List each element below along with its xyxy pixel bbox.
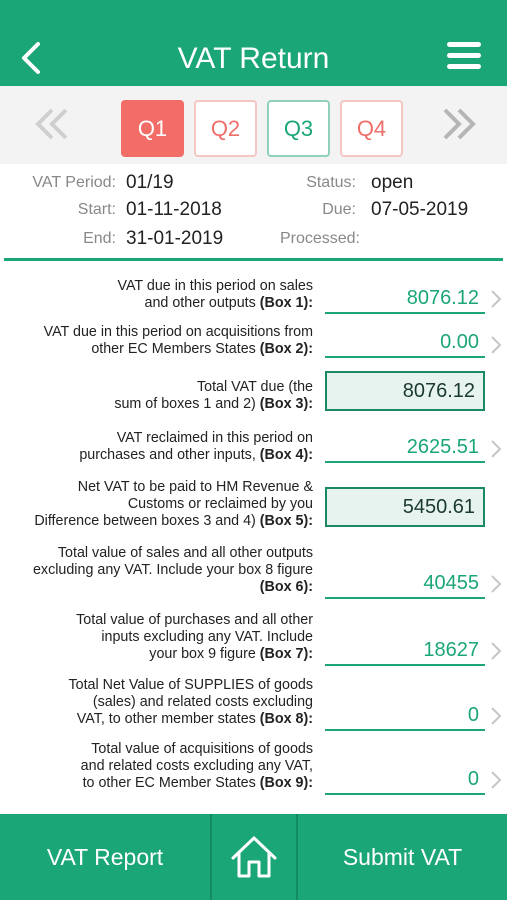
- tab-q1[interactable]: Q1: [121, 100, 184, 157]
- previous-year-button[interactable]: [34, 106, 74, 142]
- box-3-value: 8076.12: [325, 371, 485, 411]
- chevron-right-icon[interactable]: [489, 705, 503, 727]
- quarter-selector: [0, 86, 507, 164]
- end-label: End:: [83, 230, 116, 247]
- box-8-value[interactable]: 0: [325, 701, 485, 731]
- box-8-label: Total Net Value of SUPPLIES of goods (sales) and related costs excluding VAT, to other member states (Box 8):: [68, 677, 313, 727]
- chevron-right-icon[interactable]: [489, 769, 503, 791]
- chevron-right-icon[interactable]: [489, 334, 503, 356]
- box-4-value[interactable]: 2625.51: [325, 433, 485, 463]
- end-value: 31-01-2019: [126, 228, 224, 249]
- start-value: 01-11-2018: [126, 199, 222, 220]
- submit-vat-button[interactable]: Submit VAT: [342, 843, 463, 870]
- tab-q2[interactable]: Q2: [194, 100, 257, 157]
- box-1-label: VAT due in this period on sales and other outputs (Box 1):: [117, 278, 313, 311]
- chevron-right-icon[interactable]: [489, 438, 503, 460]
- double-chevron-left-icon: [34, 106, 74, 142]
- processed-label: Processed:: [279, 230, 360, 247]
- box-5-label: Net VAT to be paid to HM Revenue & Customs or reclaimed by you Difference between boxes 3 and 4) (Box 5):: [34, 479, 313, 529]
- hamburger-icon: [447, 42, 481, 47]
- start-label: Start:: [77, 201, 116, 218]
- box-9-value[interactable]: 0: [325, 765, 485, 795]
- box-2-label: VAT due in this period on acquisitions from other EC Members States (Box 2):: [43, 324, 313, 357]
- due-value: 07-05-2019: [371, 199, 469, 220]
- box-3-label: Total VAT due (the sum of boxes 1 and 2) (Box 3):: [114, 379, 313, 412]
- vat-period-label: VAT Period:: [32, 174, 116, 191]
- tab-q4[interactable]: Q4: [340, 100, 403, 157]
- status-value: open: [371, 172, 414, 193]
- section-divider: [4, 258, 503, 261]
- tab-q3[interactable]: Q3: [267, 100, 330, 157]
- chevron-right-icon[interactable]: [489, 573, 503, 595]
- double-chevron-right-icon: [437, 106, 477, 142]
- box-4-label: VAT reclaimed in this period on purchases and other inputs, (Box 4):: [79, 430, 313, 463]
- status-label: Status:: [306, 174, 356, 191]
- page-title: VAT Return: [177, 42, 330, 75]
- box-7-label: Total value of purchases and all other inputs excluding any VAT. Include your box 9 figure (Box 7):: [76, 612, 313, 662]
- box-5-value: 5450.61: [325, 487, 485, 527]
- chevron-right-icon[interactable]: [489, 288, 503, 310]
- next-year-button[interactable]: [437, 106, 477, 142]
- app-header: [0, 0, 507, 86]
- footer-bar: [0, 814, 507, 900]
- box-1-value[interactable]: 8076.12: [325, 284, 485, 314]
- chevron-right-icon[interactable]: [489, 640, 503, 662]
- home-icon: [229, 834, 279, 880]
- box-6-value[interactable]: 40455: [325, 569, 485, 599]
- box-7-value[interactable]: 18627: [325, 636, 485, 666]
- menu-button[interactable]: [447, 42, 481, 70]
- box-9-label: Total value of acquisitions of goods and related costs excluding any VAT, to other EC Member States (Box 9):: [80, 741, 313, 791]
- period-info: [0, 164, 507, 260]
- box-2-value[interactable]: 0.00: [325, 328, 485, 358]
- box-6-label: Total value of sales and all other outputs excluding any VAT. Include your box 8 figure (Box 6):: [32, 545, 313, 595]
- vat-period-value: 01/19: [126, 172, 174, 193]
- vat-report-button[interactable]: VAT Report: [46, 843, 164, 870]
- home-button[interactable]: [212, 814, 296, 900]
- due-label: Due:: [322, 201, 356, 218]
